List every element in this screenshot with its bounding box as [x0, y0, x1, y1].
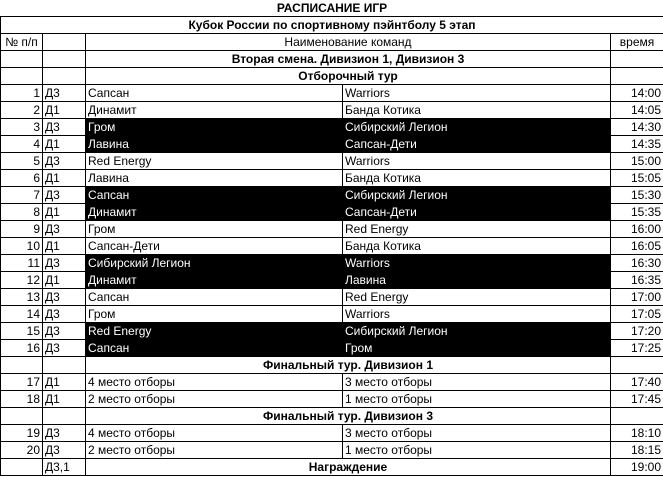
team-two: Банда Котика — [343, 102, 611, 119]
game-division: Д3 — [43, 340, 86, 357]
team-two: 1 место отборы — [343, 391, 611, 408]
game-time: 15:00 — [611, 153, 663, 170]
team-one: Сапсан — [86, 187, 343, 204]
team-two: Red Energy — [343, 289, 611, 306]
team-one: Гром — [86, 119, 343, 136]
game-row[interactable] — [1, 442, 663, 459]
award-division: Д3,1 — [43, 459, 86, 476]
blank-cell — [1, 408, 43, 425]
team-one: Лавина — [86, 170, 343, 187]
team-one: Динамит — [86, 272, 343, 289]
game-row[interactable] — [1, 102, 663, 119]
header-teams: Наименование команд — [86, 34, 611, 51]
blank-cell — [1, 459, 43, 476]
game-time: 16:00 — [611, 221, 663, 238]
final1-heading-row — [1, 357, 663, 374]
team-two: Сибирский Легион — [343, 323, 611, 340]
game-row[interactable] — [1, 119, 663, 136]
team-two: Сапсан-Дети — [343, 204, 611, 221]
team-two: Сибирский Легион — [343, 119, 611, 136]
game-row[interactable] — [1, 272, 663, 289]
game-number: 5 — [1, 153, 43, 170]
header-time: время — [611, 34, 663, 51]
game-number: 12 — [1, 272, 43, 289]
game-row[interactable] — [1, 323, 663, 340]
team-two: Гром — [343, 340, 611, 357]
game-division: Д1 — [43, 170, 86, 187]
game-row[interactable] — [1, 136, 663, 153]
game-time: 18:10 — [611, 425, 663, 442]
game-time: 17:20 — [611, 323, 663, 340]
header-num: № п/п — [1, 34, 43, 51]
team-two: Warriors — [343, 153, 611, 170]
team-one: Сапсан — [86, 289, 343, 306]
game-time: 17:45 — [611, 391, 663, 408]
final1-heading: Финальный тур. Дивизион 1 — [86, 357, 611, 374]
team-one: Гром — [86, 306, 343, 323]
team-one: Red Energy — [86, 323, 343, 340]
game-number: 4 — [1, 136, 43, 153]
subtitle-row — [1, 17, 663, 34]
game-number: 13 — [1, 289, 43, 306]
game-number: 18 — [1, 391, 43, 408]
team-one: 2 место отборы — [86, 442, 343, 459]
game-time: 16:35 — [611, 272, 663, 289]
sheet-title: РАСПИСАНИЕ ИГР — [276, 1, 388, 15]
blank-cell — [43, 51, 86, 68]
game-row[interactable] — [1, 238, 663, 255]
game-time: 14:05 — [611, 102, 663, 119]
game-row[interactable] — [1, 374, 663, 391]
game-division: Д3 — [43, 442, 86, 459]
team-one: 4 место отборы — [86, 374, 343, 391]
team-two: 1 место отборы — [343, 442, 611, 459]
game-number: 9 — [1, 221, 43, 238]
game-number: 17 — [1, 374, 43, 391]
title-row — [1, 0, 663, 17]
game-division: Д3 — [43, 306, 86, 323]
team-one: 4 место отборы — [86, 425, 343, 442]
game-number: 3 — [1, 119, 43, 136]
game-row[interactable] — [1, 204, 663, 221]
team-one: Лавина — [86, 136, 343, 153]
game-division: Д1 — [43, 238, 86, 255]
qual-heading-row — [1, 68, 663, 85]
team-one: Сибирский Легион — [86, 255, 343, 272]
game-division: Д1 — [43, 204, 86, 221]
team-one: Сапсан-Дети — [86, 238, 343, 255]
game-number: 10 — [1, 238, 43, 255]
game-time: 14:35 — [611, 136, 663, 153]
game-row[interactable] — [1, 153, 663, 170]
game-division: Д3 — [43, 119, 86, 136]
game-number: 6 — [1, 170, 43, 187]
shift-heading: Вторая смена. Дивизион 1, Дивизион 3 — [86, 51, 611, 68]
sheet-subtitle: Кубок России по спортивному пэйнтболу 5 этап — [1, 17, 663, 34]
header-row — [1, 34, 663, 51]
game-time: 17:25 — [611, 340, 663, 357]
game-division: Д3 — [43, 187, 86, 204]
team-two: Сибирский Легион — [343, 187, 611, 204]
team-one: Red Energy — [86, 153, 343, 170]
team-two: Лавина — [343, 272, 611, 289]
game-time: 15:35 — [611, 204, 663, 221]
blank-cell — [1, 68, 43, 85]
game-row[interactable] — [1, 391, 663, 408]
game-time: 18:15 — [611, 442, 663, 459]
game-row[interactable] — [1, 340, 663, 357]
blank-cell — [1, 357, 43, 374]
game-row[interactable] — [1, 170, 663, 187]
game-number: 7 — [1, 187, 43, 204]
blank-cell — [43, 357, 86, 374]
game-row[interactable] — [1, 187, 663, 204]
blank-cell — [43, 408, 86, 425]
team-two: Warriors — [343, 255, 611, 272]
game-number: 20 — [1, 442, 43, 459]
blank-cell — [43, 68, 86, 85]
game-time: 16:30 — [611, 255, 663, 272]
game-time: 17:05 — [611, 306, 663, 323]
team-two: Банда Котика — [343, 170, 611, 187]
game-row[interactable] — [1, 306, 663, 323]
team-one: Гром — [86, 221, 343, 238]
qual-heading: Отборочный тур — [86, 68, 611, 85]
game-number: 11 — [1, 255, 43, 272]
team-one: Динамит — [86, 204, 343, 221]
game-time: 16:05 — [611, 238, 663, 255]
game-division: Д1 — [43, 136, 86, 153]
blank-cell — [611, 51, 663, 68]
game-row[interactable] — [1, 289, 663, 306]
team-two: Warriors — [343, 85, 611, 102]
team-one: 2 место отборы — [86, 391, 343, 408]
final3-heading-row — [1, 408, 663, 425]
blank-cell — [1, 51, 43, 68]
game-division: Д1 — [43, 374, 86, 391]
blank-cell — [611, 357, 663, 374]
game-time: 14:30 — [611, 119, 663, 136]
game-number: 1 — [1, 85, 43, 102]
team-two: Red Energy — [343, 221, 611, 238]
team-two: Warriors — [343, 306, 611, 323]
game-number: 15 — [1, 323, 43, 340]
header-blank — [43, 34, 86, 51]
game-row[interactable] — [1, 425, 663, 442]
game-time: 17:00 — [611, 289, 663, 306]
game-division: Д3 — [43, 425, 86, 442]
game-number: 2 — [1, 102, 43, 119]
team-one: Динамит — [86, 102, 343, 119]
game-time: 17:40 — [611, 374, 663, 391]
team-two: Банда Котика — [343, 238, 611, 255]
final3-heading: Финальный тур. Дивизион 3 — [86, 408, 611, 425]
game-number: 16 — [1, 340, 43, 357]
game-division: Д1 — [43, 391, 86, 408]
game-division: Д3 — [43, 153, 86, 170]
game-number: 14 — [1, 306, 43, 323]
team-one: Сапсан — [86, 340, 343, 357]
blank-cell — [611, 68, 663, 85]
award-time: 19:00 — [611, 459, 663, 476]
game-division: Д3 — [43, 255, 86, 272]
game-row[interactable] — [1, 255, 663, 272]
shift-row — [1, 51, 663, 68]
team-one: Сапсан — [86, 85, 343, 102]
team-two: Сапсан-Дети — [343, 136, 611, 153]
game-time: 15:30 — [611, 187, 663, 204]
game-division: Д3 — [43, 221, 86, 238]
award-label: Награждение — [86, 459, 611, 476]
game-time: 15:05 — [611, 170, 663, 187]
game-row[interactable] — [1, 221, 663, 238]
game-division: Д3 — [43, 85, 86, 102]
game-division: Д1 — [43, 102, 86, 119]
team-two: 3 место отборы — [343, 425, 611, 442]
blank-cell — [611, 408, 663, 425]
award-row — [1, 459, 663, 476]
game-row[interactable] — [1, 85, 663, 102]
game-number: 19 — [1, 425, 43, 442]
game-division: Д1 — [43, 272, 86, 289]
game-number: 8 — [1, 204, 43, 221]
game-division: Д3 — [43, 323, 86, 340]
team-two: 3 место отборы — [343, 374, 611, 391]
game-division: Д3 — [43, 289, 86, 306]
game-time: 14:00 — [611, 85, 663, 102]
